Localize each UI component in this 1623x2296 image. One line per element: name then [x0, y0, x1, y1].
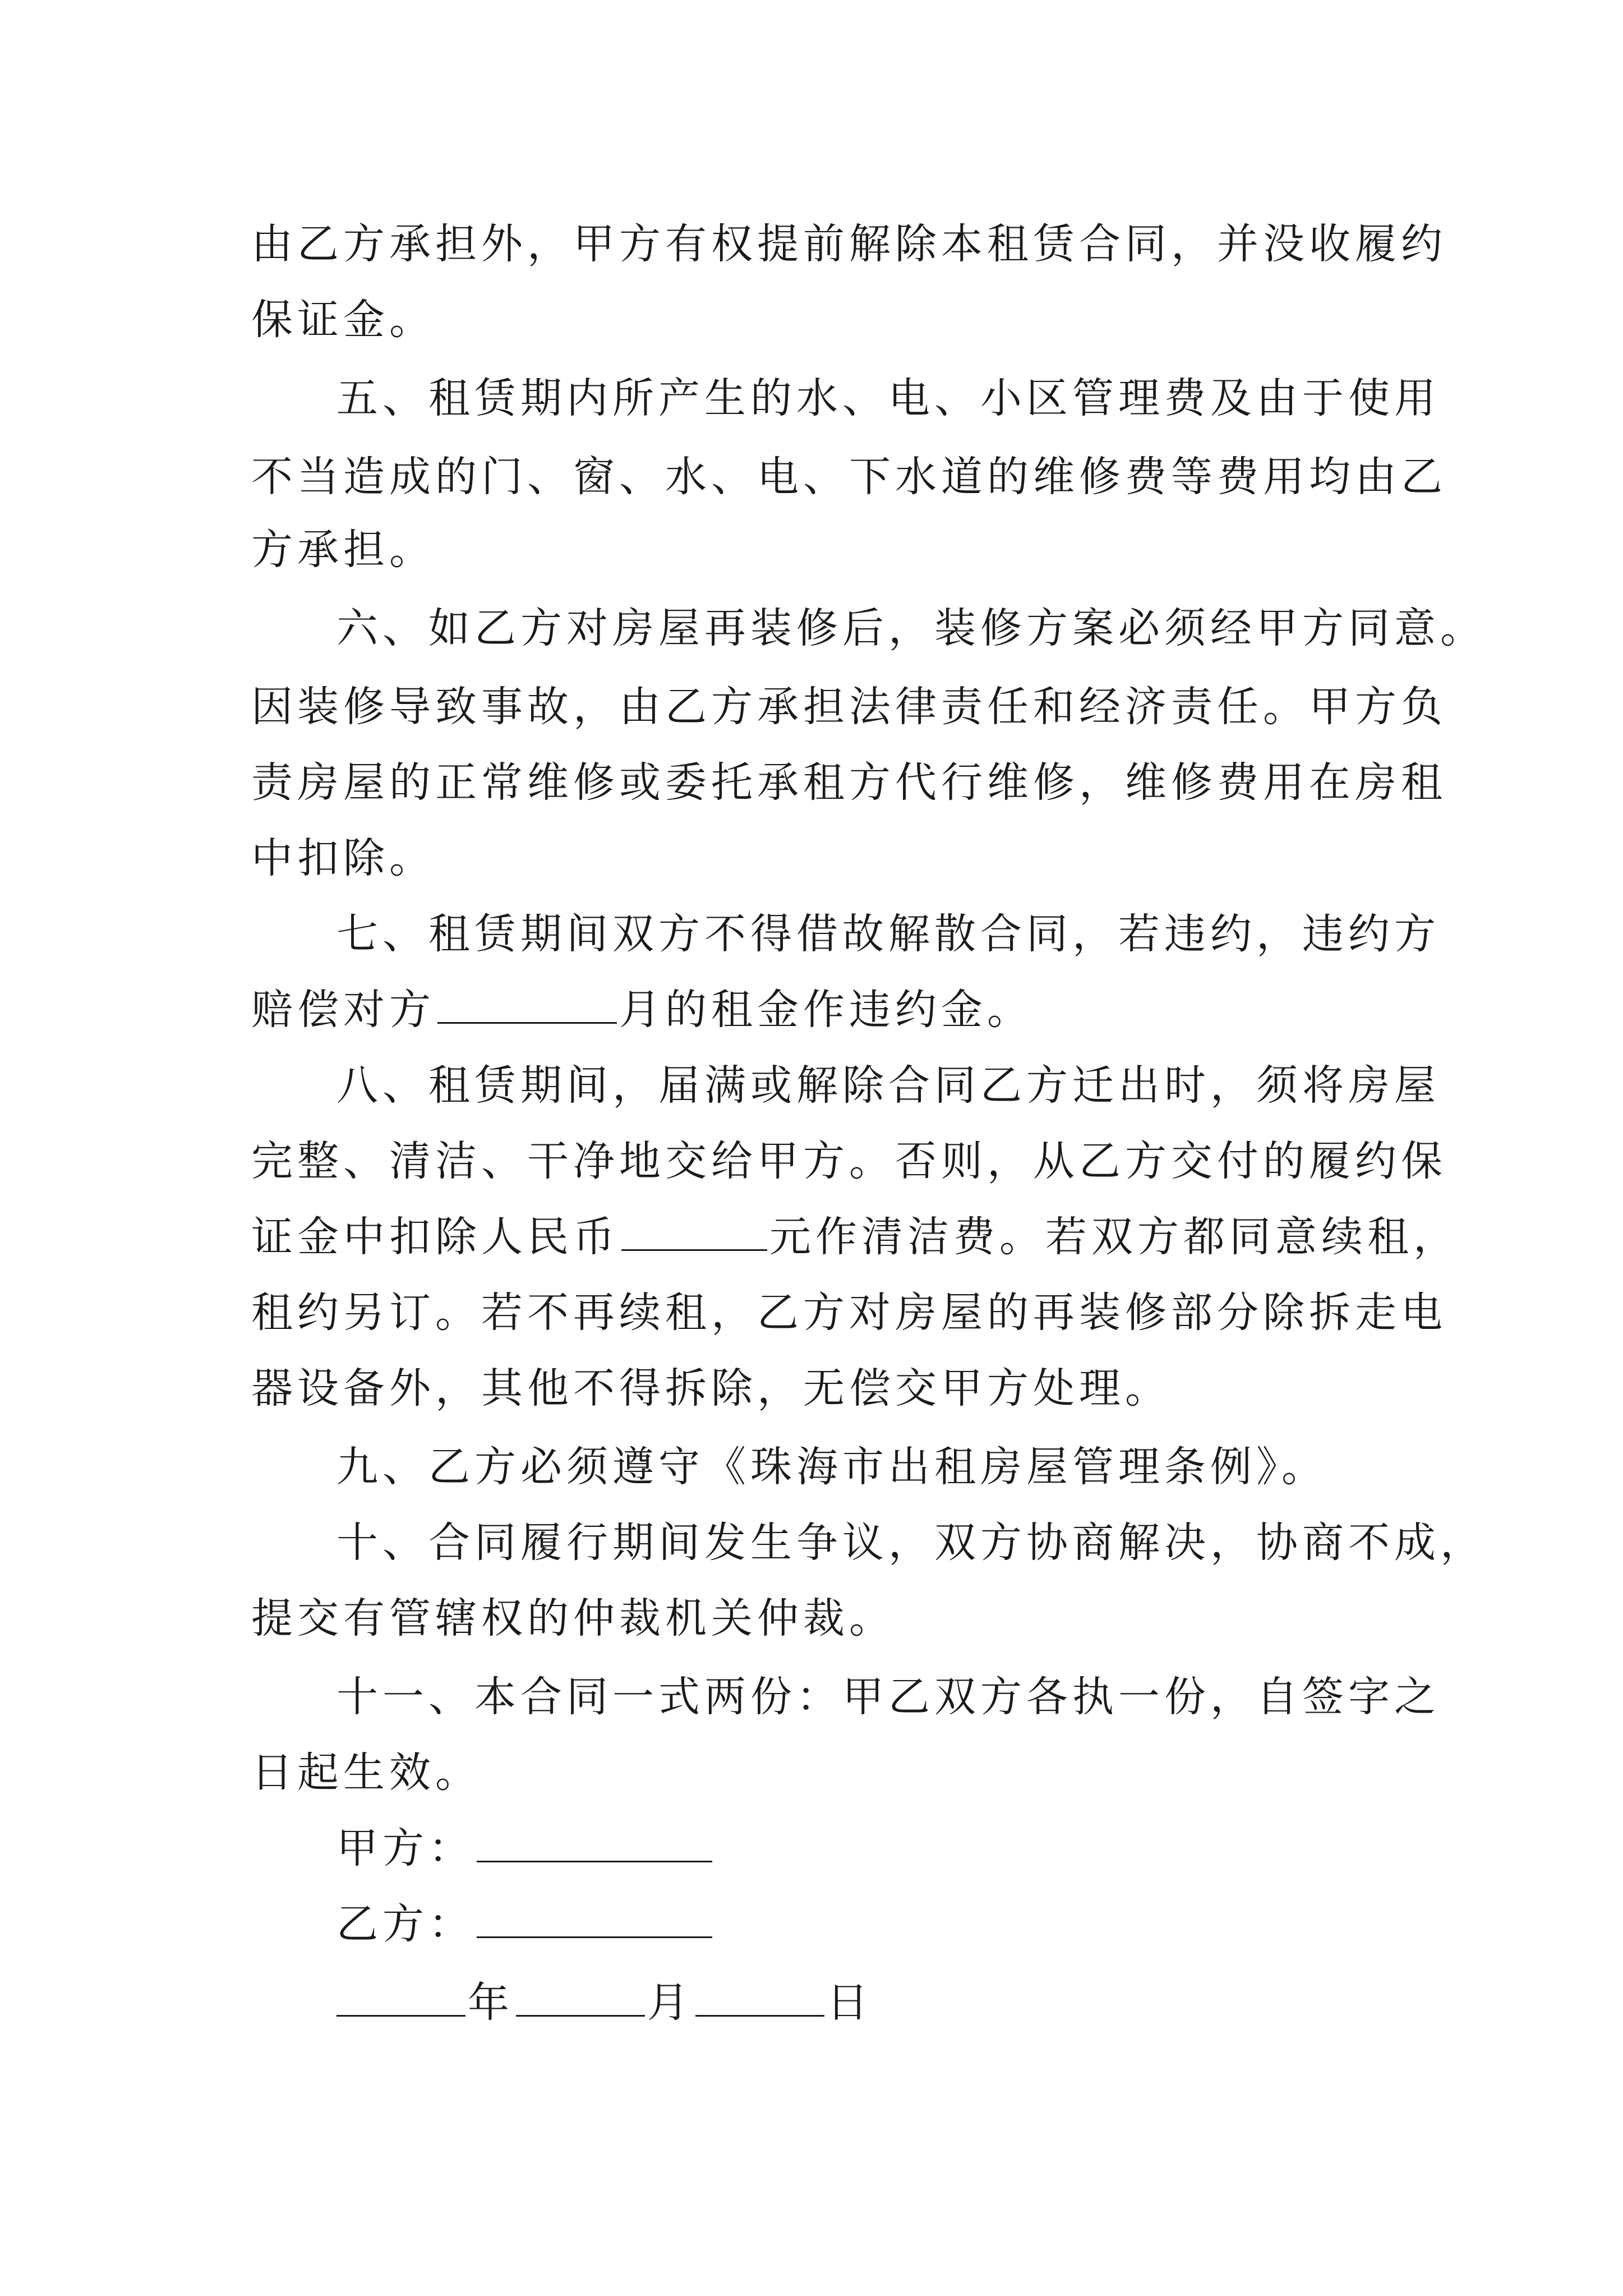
day-blank [695, 1976, 824, 2017]
clause-8-text-before-blank: 证金中扣除人民币 [251, 1213, 619, 1261]
party-b-signature-blank [477, 1897, 712, 1938]
clause-10-line-1: 十、合同履行期间发生争议，双方协商解决，协商不成， [336, 1519, 1486, 1567]
clause-4-continuation-line-1: 由乙方承担外，甲方有权提前解除本租赁合同，并没收履约 [251, 220, 1447, 268]
penalty-months-blank [437, 983, 617, 1024]
month-label: 月 [647, 1978, 693, 2027]
cleaning-fee-blank [621, 1210, 767, 1251]
clause-5-line-3: 方承担。 [251, 526, 435, 574]
clause-4-continuation-line-2: 保证金。 [251, 296, 435, 344]
clause-6-line-2: 因装修导致事故，由乙方承担法律责任和经济责任。甲方负 [251, 683, 1447, 731]
clause-7-line-1: 七、租赁期间双方不得借故解散合同，若违约，违约方 [336, 910, 1440, 958]
party-a-signature-row [336, 1820, 714, 1876]
clause-8-line-3 [251, 1209, 1459, 1265]
clause-8-text-after-blank: 元作清洁费。若双方都同意续租， [769, 1213, 1459, 1261]
clause-7-text-after-blank: 月的租金作违约金。 [619, 986, 1033, 1034]
clause-6-line-4: 中扣除。 [251, 834, 435, 882]
party-b-label: 乙方： [336, 1900, 474, 1948]
party-a-label: 甲方： [336, 1824, 474, 1872]
clause-8-line-4: 租约另订。若不再续租，乙方对房屋的再装修部分除拆走电 [251, 1289, 1447, 1337]
day-label: 日 [827, 1978, 873, 2027]
clause-5-line-2: 不当造成的门、窗、水、电、下水道的维修费等费用均由乙 [251, 453, 1447, 501]
clause-9-line-1: 九、乙方必须遵守《珠海市出租房屋管理条例》。 [336, 1443, 1327, 1491]
clause-11-line-1: 十一、本合同一式两份：甲乙双方各执一份，自签字之 [336, 1673, 1440, 1721]
year-blank [336, 1976, 465, 2017]
clause-8-line-1: 八、租赁期间，届满或解除合同乙方迁出时，须将房屋 [336, 1061, 1440, 1110]
signing-date-row [336, 1975, 873, 2031]
clause-6-line-3: 责房屋的正常维修或委托承租方代行维修，维修费用在房租 [251, 758, 1447, 807]
clause-7-text-before-blank: 赔偿对方 [251, 986, 435, 1034]
party-b-signature-row [336, 1896, 714, 1952]
clause-8-line-2: 完整、清洁、干净地交给甲方。否则，从乙方交付的履约保 [251, 1137, 1447, 1185]
clause-8-line-5: 器设备外，其他不得拆除，无偿交甲方处理。 [251, 1364, 1171, 1412]
clause-7-line-2 [251, 982, 1390, 1038]
month-blank [516, 1976, 645, 2017]
clause-5-line-1: 五、租赁期内所产生的水、电、小区管理费及由于使用 [336, 374, 1440, 422]
clause-11-line-2: 日起生效。 [251, 1749, 481, 1797]
year-label: 年 [468, 1978, 514, 2027]
clause-10-line-2: 提交有管辖权的仲裁机关仲裁。 [251, 1594, 895, 1642]
clause-6-line-1: 六、如乙方对房屋再装修后，装修方案必须经甲方同意。 [336, 604, 1486, 652]
party-a-signature-blank [477, 1821, 712, 1862]
